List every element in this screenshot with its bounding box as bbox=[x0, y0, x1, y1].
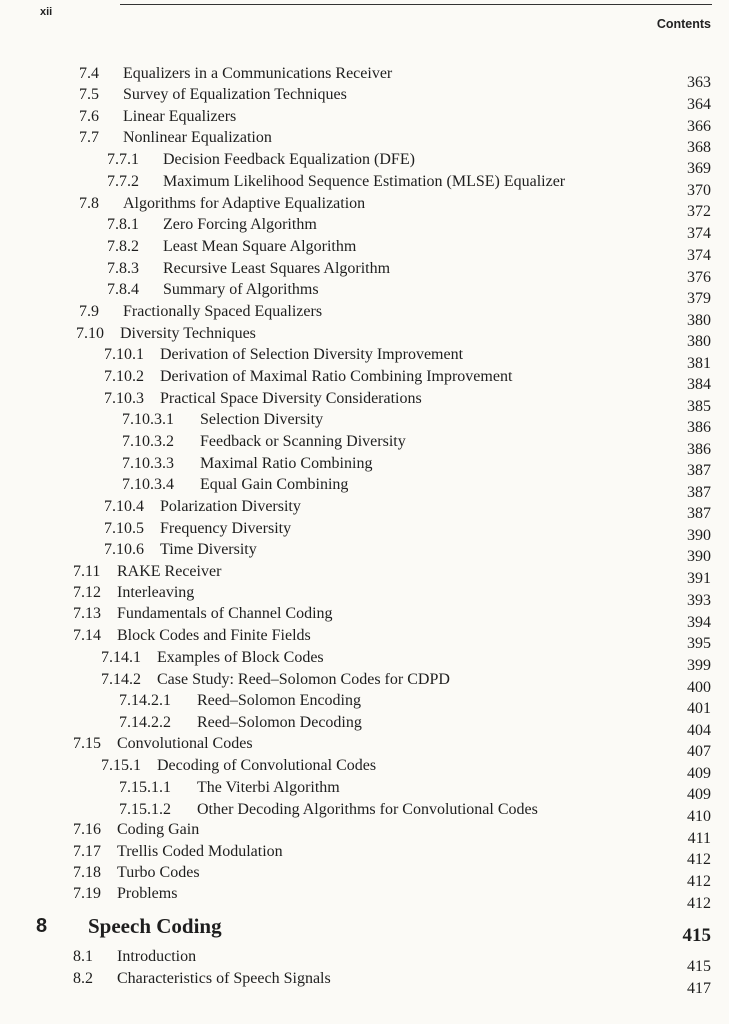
section-title: Equal Gain Combining bbox=[200, 476, 349, 493]
toc-entry bbox=[0, 799, 729, 825]
toc-entry bbox=[0, 733, 729, 760]
toc-entry bbox=[0, 236, 729, 264]
page-number-ref: 404 bbox=[687, 722, 711, 739]
page-number-ref: 415 bbox=[687, 958, 711, 975]
section-title: Algorithms for Adaptive Equalization bbox=[123, 195, 366, 212]
section-title: Decision Feedback Equalization (DFE) bbox=[163, 151, 415, 168]
section-title: Speech Coding bbox=[88, 914, 222, 938]
page-number-ref: 390 bbox=[687, 548, 711, 565]
page-number-ref: 395 bbox=[687, 635, 711, 652]
toc-entry bbox=[0, 883, 729, 912]
section-number: 7.15 bbox=[73, 735, 101, 752]
section-title: Nonlinear Equalization bbox=[123, 129, 272, 146]
section-title: Derivation of Selection Diversity Improvement bbox=[160, 346, 464, 363]
section-number: 7.17 bbox=[73, 843, 101, 860]
section-title: RAKE Receiver bbox=[117, 563, 222, 580]
section-title: Convolutional Codes bbox=[117, 735, 253, 752]
page-number-ref: 400 bbox=[687, 679, 711, 696]
toc-entry bbox=[0, 712, 729, 739]
section-title: Fractionally Spaced Equalizers bbox=[123, 303, 323, 320]
chapter-heading bbox=[0, 912, 729, 946]
section-title: Reed–Solomon Decoding bbox=[197, 714, 362, 731]
toc-entry bbox=[0, 539, 729, 565]
toc-entry bbox=[0, 193, 729, 220]
toc-entry bbox=[0, 862, 729, 890]
page-number-ref: 401 bbox=[687, 700, 711, 717]
section-title: Practical Space Diversity Considerations bbox=[160, 390, 422, 407]
page-number-ref: 380 bbox=[687, 312, 711, 329]
toc-entry bbox=[0, 474, 729, 501]
toc-entry bbox=[0, 214, 729, 242]
section-number: 7.10.1 bbox=[104, 346, 144, 363]
page-number-ref: 368 bbox=[687, 139, 711, 156]
toc-entry bbox=[0, 149, 729, 177]
page-number-ref: 410 bbox=[687, 808, 711, 825]
toc-entry bbox=[0, 946, 729, 975]
section-title: Feedback or Scanning Diversity bbox=[200, 433, 406, 450]
page-number-ref: 411 bbox=[687, 830, 711, 847]
section-number: 7.10.3.3 bbox=[122, 455, 174, 472]
section-number: 7.8.4 bbox=[107, 281, 139, 298]
section-title: Equalizers in a Communications Receiver bbox=[123, 65, 393, 82]
toc-entry bbox=[0, 279, 729, 307]
page-number-ref: 387 bbox=[687, 484, 711, 501]
toc-entry bbox=[0, 344, 729, 372]
section-number: 7.6 bbox=[79, 108, 99, 125]
section-number: 7.7.2 bbox=[107, 173, 139, 190]
section-title: Least Mean Square Algorithm bbox=[163, 238, 357, 255]
section-number: 7.8 bbox=[79, 195, 99, 212]
section-number: 7.14.2 bbox=[101, 671, 141, 688]
section-title: Reed–Solomon Encoding bbox=[197, 692, 361, 709]
section-number: 7.10.4 bbox=[104, 498, 144, 515]
section-number: 7.10.2 bbox=[104, 368, 144, 385]
section-title: Polarization Diversity bbox=[160, 498, 301, 515]
section-number: 7.12 bbox=[73, 584, 101, 601]
toc-entry bbox=[0, 669, 729, 696]
section-title: Maximal Ratio Combining bbox=[200, 455, 373, 472]
page-number-ref: 387 bbox=[687, 462, 711, 479]
section-number: 7.10.3 bbox=[104, 390, 144, 407]
toc-entry bbox=[0, 777, 729, 803]
page-number-ref: 412 bbox=[687, 895, 711, 912]
section-number: 7.8.2 bbox=[107, 238, 139, 255]
toc-entry bbox=[0, 755, 729, 782]
section-title: Other Decoding Algorithms for Convolutional Codes bbox=[197, 801, 538, 818]
page-number-ref: 372 bbox=[687, 203, 711, 220]
running-head: Contents bbox=[656, 17, 711, 31]
section-title: Problems bbox=[117, 885, 178, 902]
toc-entry bbox=[0, 366, 729, 393]
section-title: Interleaving bbox=[117, 584, 195, 601]
section-title: Diversity Techniques bbox=[120, 325, 256, 342]
section-title: Fundamentals of Channel Coding bbox=[117, 605, 333, 622]
page-number-ref: 393 bbox=[687, 592, 711, 609]
section-number: 7.18 bbox=[73, 864, 101, 881]
section-number: 7.13 bbox=[73, 605, 101, 622]
section-number: 7.15.1.1 bbox=[119, 779, 171, 796]
toc-entry bbox=[0, 388, 729, 415]
toc-entry bbox=[0, 819, 729, 847]
section-title: Derivation of Maximal Ratio Combining Improvement bbox=[160, 368, 513, 385]
section-title: Selection Diversity bbox=[200, 411, 324, 428]
section-title: Turbo Codes bbox=[117, 864, 200, 881]
section-title: Summary of Algorithms bbox=[163, 281, 319, 298]
page-number-ref: 385 bbox=[687, 398, 711, 415]
page-number-ref: 386 bbox=[687, 441, 711, 458]
page-number-ref: 412 bbox=[687, 851, 711, 868]
section-number: 7.10.6 bbox=[104, 541, 144, 558]
section-number: 7.10.3.4 bbox=[122, 476, 174, 493]
section-number: 7.15.1 bbox=[101, 757, 141, 774]
section-number: 8.2 bbox=[73, 970, 93, 987]
section-title: The Viterbi Algorithm bbox=[197, 779, 340, 796]
page-number-ref: 391 bbox=[687, 570, 711, 587]
section-number: 7.4 bbox=[79, 65, 99, 82]
page-number-ref: 376 bbox=[687, 269, 711, 286]
toc-entry bbox=[0, 518, 729, 544]
section-number: 7.10.3.1 bbox=[122, 411, 174, 428]
page-number-ref: 417 bbox=[687, 980, 711, 997]
page-number-ref: 363 bbox=[687, 74, 711, 91]
section-number: 7.5 bbox=[79, 86, 99, 103]
toc-entry bbox=[0, 171, 729, 199]
page-number-ref: 380 bbox=[687, 333, 711, 350]
section-number: 7.14 bbox=[73, 627, 101, 644]
toc-entry bbox=[0, 561, 729, 587]
section-title: Survey of Equalization Techniques bbox=[123, 86, 347, 103]
toc-entry bbox=[0, 582, 729, 609]
toc-entry bbox=[0, 496, 729, 522]
page-number-ref: 412 bbox=[687, 873, 711, 890]
section-number: 7.7 bbox=[79, 129, 99, 146]
section-title: Linear Equalizers bbox=[123, 108, 237, 125]
page-number-ref: 369 bbox=[687, 160, 711, 177]
section-title: Case Study: Reed–Solomon Codes for CDPD bbox=[157, 671, 450, 688]
section-title: Frequency Diversity bbox=[160, 520, 292, 537]
section-title: Coding Gain bbox=[117, 821, 200, 838]
section-title: Recursive Least Squares Algorithm bbox=[163, 260, 391, 277]
toc-entry bbox=[0, 625, 729, 652]
toc-entry bbox=[0, 603, 729, 631]
section-number: 7.10.3.2 bbox=[122, 433, 174, 450]
page-number-ref: 407 bbox=[687, 743, 711, 760]
page-number-ref: 399 bbox=[687, 657, 711, 674]
section-title: Decoding of Convolutional Codes bbox=[157, 757, 377, 774]
page-number-ref: 387 bbox=[687, 505, 711, 522]
section-number: 7.8.1 bbox=[107, 216, 139, 233]
section-title: Time Diversity bbox=[160, 541, 257, 558]
page-number: xii bbox=[40, 6, 53, 18]
page-number-ref: 381 bbox=[687, 355, 711, 372]
section-number: 7.14.2.2 bbox=[119, 714, 171, 731]
toc-entry bbox=[0, 453, 729, 479]
section-number: 7.19 bbox=[73, 885, 101, 902]
toc-entry bbox=[0, 690, 729, 717]
toc-entry bbox=[0, 647, 729, 674]
section-number: 7.16 bbox=[73, 821, 101, 838]
section-title: Zero Forcing Algorithm bbox=[163, 216, 317, 233]
section-title: Trellis Coded Modulation bbox=[117, 843, 283, 860]
section-number: 7.11 bbox=[73, 563, 101, 580]
page-number-ref: 409 bbox=[687, 786, 711, 803]
section-number: 7.15.1.2 bbox=[119, 801, 171, 818]
section-number: 8.1 bbox=[73, 948, 93, 965]
page-number-ref: 384 bbox=[687, 376, 711, 393]
section-title: Characteristics of Speech Signals bbox=[117, 970, 331, 987]
page-number-ref: 370 bbox=[687, 182, 711, 199]
section-number: 7.7.1 bbox=[107, 151, 139, 168]
section-title: Block Codes and Finite Fields bbox=[117, 627, 311, 644]
section-title: Introduction bbox=[117, 948, 197, 965]
page-number-ref: 386 bbox=[687, 419, 711, 436]
toc-entry bbox=[0, 841, 729, 868]
page-number-ref: 364 bbox=[687, 96, 711, 113]
toc-entry bbox=[0, 431, 729, 458]
toc-entry bbox=[0, 968, 729, 997]
section-title: Examples of Block Codes bbox=[157, 649, 324, 666]
page-number-ref: 415 bbox=[682, 925, 711, 946]
section-number: 8 bbox=[36, 915, 48, 937]
section-number: 7.10.5 bbox=[104, 520, 144, 537]
page-number-ref: 374 bbox=[687, 247, 711, 264]
toc-entry bbox=[0, 258, 729, 286]
toc-entry bbox=[0, 106, 729, 135]
section-number: 7.8.3 bbox=[107, 260, 139, 277]
section-number: 7.10 bbox=[76, 325, 104, 342]
page-number-ref: 394 bbox=[687, 614, 711, 631]
section-number: 7.9 bbox=[79, 303, 99, 320]
page-number-ref: 379 bbox=[687, 290, 711, 307]
page-number-ref: 366 bbox=[687, 118, 711, 135]
toc-entry bbox=[0, 301, 729, 329]
section-number: 7.14.1 bbox=[101, 649, 141, 666]
page-number-ref: 409 bbox=[687, 765, 711, 782]
section-number: 7.14.2.1 bbox=[119, 692, 171, 709]
toc-entry bbox=[0, 84, 729, 113]
toc-entry bbox=[0, 409, 729, 436]
toc-entry bbox=[0, 63, 729, 91]
section-title: Maximum Likelihood Sequence Estimation (MLSE) Equalizer bbox=[163, 173, 566, 190]
page-number-ref: 374 bbox=[687, 225, 711, 242]
toc-entry bbox=[0, 127, 729, 156]
page-number-ref: 390 bbox=[687, 527, 711, 544]
toc-entry bbox=[0, 323, 729, 350]
